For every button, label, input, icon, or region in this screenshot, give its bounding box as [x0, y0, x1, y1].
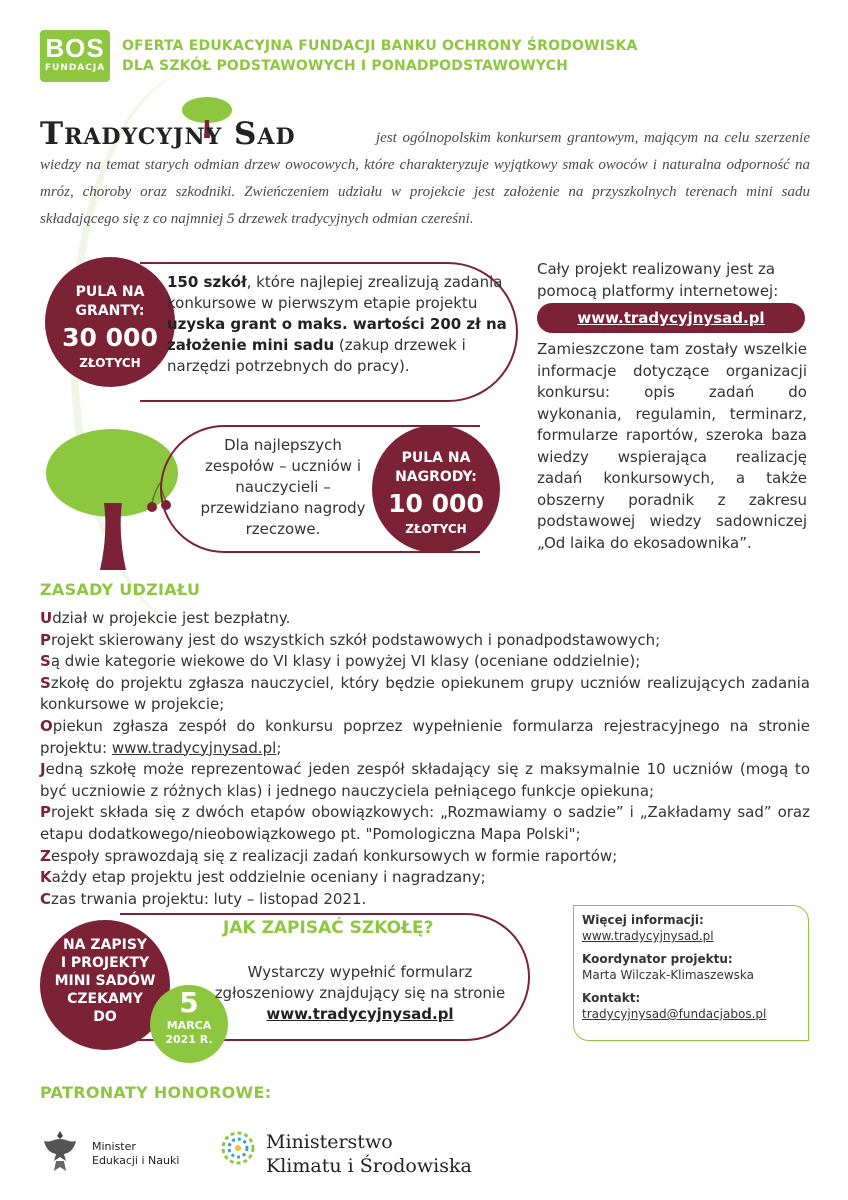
ministry-climate-logo: Ministerstwo Klimatu i Środowiska — [266, 1131, 472, 1177]
contact-label: Kontakt: — [582, 991, 641, 1005]
list-item: Są dwie kategorie wiekowe do VI klasy i powyżej VI klasy (oceniane oddzielnie); — [40, 652, 641, 671]
list-item: Szkołę do projektu zgłasza nauczyciel, który będzie opiekunem grupy uczniów realizujących zadania konkursowe w projekcie; — [40, 673, 810, 714]
platform-link[interactable]: www.tradycyjnysad.pl — [537, 303, 805, 333]
prize-label-2: NAGRODY: — [395, 469, 477, 485]
rules-link[interactable]: www.tradycyjnysad.pl — [111, 738, 277, 757]
prize-unit: ZŁOTYCH — [405, 522, 467, 536]
list-item: Projekt składa się z dwóch etapów obowiązkowych: „Rozmawiamy o sadzie” i „Zakładamy sad” oraz etapu dodatkowego/nieobowiązkowego pt. "Pomologiczna Mapa Polski"; — [40, 803, 810, 843]
platform-description: Zamieszczone tam zostały wszelkie informacje dotyczące organizacji konkursu: opis zadań do wykonania, regulamin, terminarz, formularze raportów, szeroka baza wiedzy wspierająca realizację zadań konkursowych, a także obszerny poradnik z zakresu podstawowej wiedzy sadowniczej „Od laika do ekosadownika”. — [537, 340, 807, 552]
list-item: Zespoły sprawozdają się z realizacji zadań konkursowych w formie raportów; — [40, 846, 618, 865]
grant-unit: ZŁOTYCH — [79, 356, 141, 370]
ministry-climate-icon — [220, 1128, 256, 1168]
grant-description: 150 szkół, które najlepiej zrealizują zadania konkursowe w pierwszym etapie projektu uzyska grant o maks. wartości 200 zł na założenie mini sadu (zakup drzewek i narzędzi potrzebnych do pracy). — [167, 273, 507, 375]
intro-paragraph: jest ogólnopolskim konkursem grantowym, mającym na celu szerzenie wiedzy na temat starych odmian drzew owocowych, które charakteryzuje wyjątkowy smak owoców i naturalna odporność na mróz, choroby oraz szkodniki. Zwieńczeniem udziału w projekcie jest założenie na przyszkolnych terenach mini sadu składającego się z co najmniej 5 drzewek tradycyjnych odmian czereśni. — [40, 130, 810, 227]
deadline-day: 5 — [179, 986, 199, 1019]
grant-pool-badge — [45, 257, 175, 387]
prize-pool-badge — [372, 425, 500, 553]
rules-title: ZASADY UDZIAŁU — [40, 580, 201, 599]
deadline-year: 2021 R. — [165, 1033, 213, 1046]
grant-amount: 30 000 — [62, 323, 158, 352]
platform-intro: Cały projekt realizowany jest za pomocą platformy internetowej: — [537, 260, 779, 300]
brand-title: Tradycyjny Sad — [40, 116, 296, 152]
contact-email[interactable]: tradycyjnysad@fundacjabos.pl — [582, 1007, 767, 1021]
coordinator-label: Koordynator projektu: — [582, 952, 733, 966]
header-line-2: DLA SZKÓŁ PODSTAWOWYCH I PONADPODSTAWOWYCH — [122, 58, 569, 74]
grant-label-1: PULA NA — [75, 284, 145, 300]
deadline-month: MARCA — [166, 1019, 212, 1032]
list-item: Opiekun zgłasza zespół do konkursu poprzez wypełnienie formularza rejestracyjnego na stronie projektu: www.tradycyjnysad.pl; — [40, 716, 810, 757]
ministry-education-logo: Minister Edukacji i Nauki — [92, 1140, 180, 1167]
prize-description: Dla najlepszych zespołów – uczniów i nauczycieli – przewidziano nagrody rzeczowe. — [200, 436, 366, 538]
prize-label-1: PULA NA — [401, 450, 471, 466]
header-line-1: OFERTA EDUKACYJNA FUNDACJI BANKU OCHRONY ŚRODOWISKA — [122, 38, 638, 54]
list-item: Każdy etap projektu jest oddzielnie oceniany i nagradzany; — [40, 868, 486, 887]
bos-logo: BOS FUNDACJA — [40, 30, 110, 82]
list-item: Jedną szkołę może reprezentować jeden zespół składający się z maksymalnie 10 uczniów (mogą to być uczniowie z różnych klas) i jednego nauczyciela pełniącego funkcje opiekuna; — [40, 760, 810, 800]
header-title — [122, 36, 638, 76]
list-item: Czas trwania projektu: luty – listopad 2021. — [40, 889, 367, 908]
patronage-title: PATRONATY HONOROWE: — [40, 1083, 272, 1102]
prize-amount: 10 000 — [388, 489, 484, 518]
more-info-label: Więcej informacji: — [582, 913, 704, 927]
list-item: Projekt skierowany jest do wszystkich szkół podstawowych i ponadpodstawowych; — [40, 630, 661, 649]
list-item: Udział w projekcie jest bezpłatny. — [40, 609, 291, 627]
eagle-emblem-icon — [40, 1127, 80, 1175]
signup-title: JAK ZAPISAĆ SZKOŁĘ? — [223, 918, 434, 938]
info-box — [573, 905, 809, 1041]
grant-label-2: GRANTY: — [75, 303, 145, 319]
signup-text: Wystarczy wypełnić formularz zgłoszeniowy znajdujący się na stronie www.tradycyjnysad.pl — [214, 963, 506, 1023]
coordinator-name: Marta Wilczak-Klimaszewska — [582, 968, 754, 982]
rules-list — [40, 608, 810, 910]
more-info-link[interactable]: www.tradycyjnysad.pl — [582, 929, 714, 943]
signup-link[interactable]: www.tradycyjnysad.pl — [266, 1005, 454, 1023]
signup-badge: NA ZAPISY I PROJEKTY MINI SADÓW CZEKAMY DO — [40, 920, 170, 1050]
